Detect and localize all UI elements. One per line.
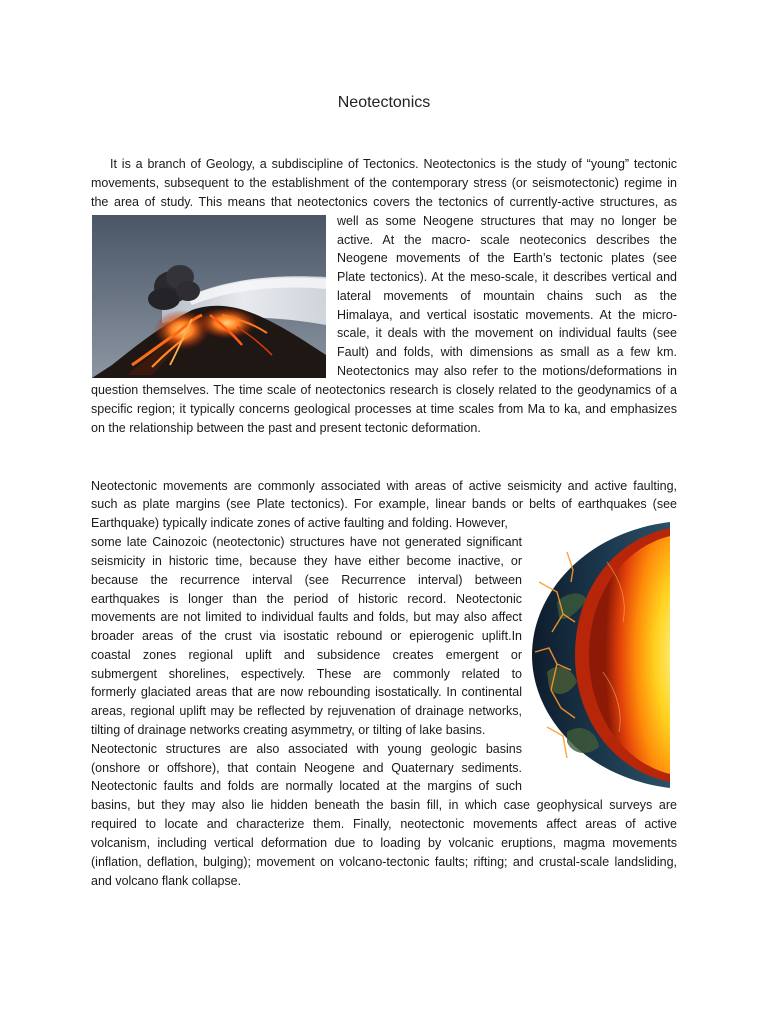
p1-line-8: lateral movements of mountain chains such as the	[337, 289, 677, 303]
p1-line-2: movements, subsequent to the establishment of the contemporary stress (or seismotectonic) regime in	[91, 176, 677, 190]
p1-line-11: Fault) and folds, with dimensions as small as a few km.	[337, 345, 677, 359]
p1-line-4: well as some Neogene structures that may no longer be	[337, 214, 677, 228]
p2-line-12: formerly glaciated areas that are now rebounding isostatically. In continental	[91, 685, 522, 699]
p2-line-3: Earthquake) typically indicate zones of active faulting and folding. However,	[91, 516, 508, 530]
p2-line-20: volcanism, including vertical deformation due to loading by volcanic eruptions, magma movements	[91, 836, 677, 850]
p2-line-21: (inflation, deflation, bulging); movement on volcano-tectonic faults; rifting; and crustal-scale landsliding,	[91, 855, 677, 869]
earth-interior-image	[527, 522, 670, 788]
p2-line-15: Neotectonic structures are also associated with young geologic basins	[91, 742, 522, 756]
p2-line-2: such as plate margins (see Plate tectonics). For example, linear bands or belts of earthquakes (see	[91, 497, 677, 511]
p1-line-1: It is a branch of Geology, a subdiscipline of Tectonics. Neotectonics is the study of “young” tectonic	[110, 157, 677, 171]
p2-line-9: broader areas of the crust via isostatic rebound or epierogenic uplift.In	[91, 629, 522, 643]
p1-line-3: the area of study. This means that neotectonics covers the tectonics of currently-active structures, as	[91, 195, 677, 209]
p2-line-22: and volcano flank collapse.	[91, 874, 242, 888]
p1-line-6: Neogene movements of the Earth’s tectonic plates (see	[337, 251, 677, 265]
p2-line-16: (onshore or offshore), that contain Neogene and Quaternary sediments.	[91, 761, 522, 775]
p1-line-13: question themselves. The time scale of neotectonics research is closely related to the geodynamics of a	[91, 383, 677, 397]
p1-line-14: specific region; it typically concerns geological processes at time scales from Ma to ka, and emphasizes	[91, 402, 677, 416]
p2-line-17: Neotectonic faults and folds are normally located at the margins of such	[91, 779, 522, 793]
volcano-eruption-image	[92, 215, 326, 378]
p2-line-4: some late Cainozoic (neotectonic) structures have not generated significant	[91, 535, 522, 549]
p1-line-9: Himalaya, and vertical isostatic movements. At the micro-	[337, 308, 677, 322]
p1-line-15: on the relationship between the past and present tectonic deformation.	[91, 421, 481, 435]
p2-line-7: earthquakes is longer than the period of historic record. Neotectonic	[91, 592, 522, 606]
p1-line-10: scale, it deals with the movement on individual faults (see	[337, 326, 677, 340]
p2-line-19: required to locate and characterize them. Finally, neotectonic movements affect areas of active	[91, 817, 677, 831]
p2-line-14: tilting of drainage networks creating asymmetry, or tilting of lake basins.	[91, 723, 486, 737]
p1-line-12: Neotectonics may also refer to the motions/deformations in	[337, 364, 677, 378]
p2-line-5: seismicity in historic time, because they have either become inactive, or	[91, 554, 522, 568]
p1-line-7: Plate tectonics). At the meso-scale, it describes vertical and	[337, 270, 677, 284]
p2-line-8: movements are not limited to individual faults and folds, but may also affect	[91, 610, 522, 624]
p2-line-6: because the recurrence interval (see Recurrence interval) between	[91, 573, 522, 587]
p2-line-10: coastal zones regional uplift and subsidence creates emergent or	[91, 648, 522, 662]
p2-line-13: areas, regional uplift may be reflected by rejuvenation of drainage networks,	[91, 704, 522, 718]
p2-line-1: Neotectonic movements are commonly associated with areas of active seismicity and active faulting,	[91, 479, 677, 493]
p1-line-5: active. At the macro- scale neoteconics describes the	[337, 233, 677, 247]
page-title: Neotectonics	[337, 94, 431, 111]
p2-line-18: basins, but they may also lie hidden beneath the basin fill, in which case geophysical surveys are	[91, 798, 677, 812]
p2-line-11: submergent shorelines, espectively. These are commonly related to	[91, 667, 522, 681]
